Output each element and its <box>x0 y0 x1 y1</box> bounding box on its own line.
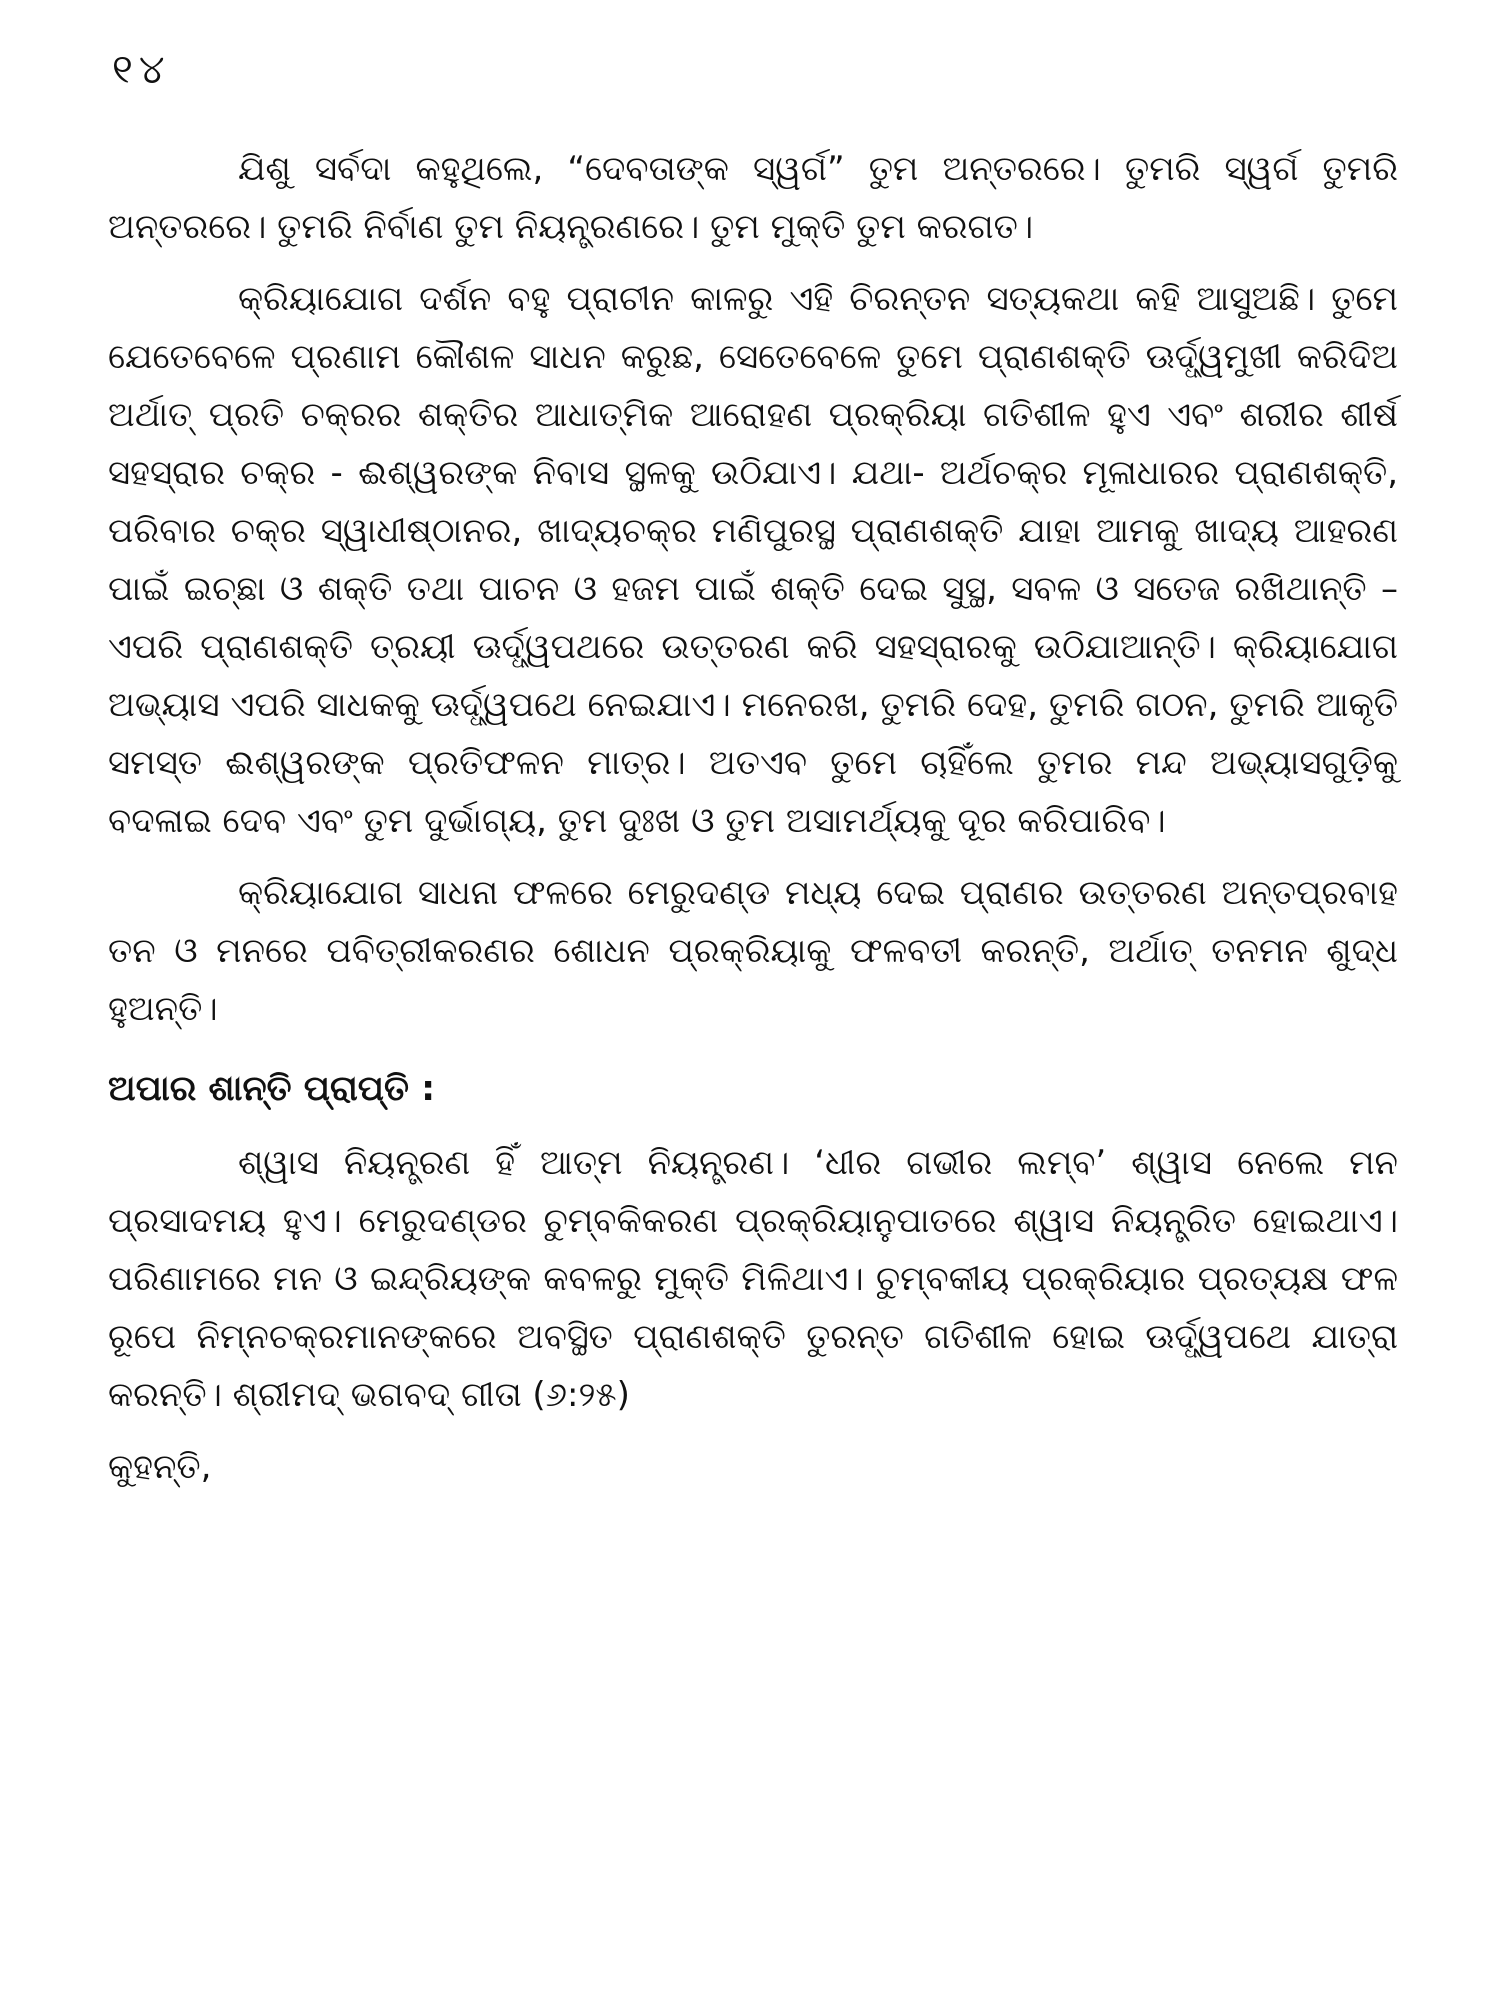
page-number: ୧୪ <box>112 47 171 93</box>
section-heading: ଅପାର ଶାନ୍ତି ପ୍ରାପ୍ତି : <box>108 1069 436 1109</box>
paragraph-2: କ୍ରିୟାଯୋଗ ଦର୍ଶନ ବହୁ ପ୍ରାଚୀନ କାଳରୁ ଏହି ଚିରନ୍ତନ ସତ୍ୟକଥା କହି ଆସୁଅଛି। ତୁମେ ଯେତେବେଳେ ପ୍ରଣାମ କୌଶଳ ସାଧନ କରୁଛ, ସେତେବେଳେ ତୁମେ ପ୍ରାଣଶକ୍ତି ଊର୍ଦ୍ଧ୍ୱମୁଖୀ କରିଦିଅ ଅର୍ଥାତ୍ ପ୍ରତି ଚକ୍ରର ଶକ୍ତିର ଆଧାତ୍ମିକ ଆରୋହଣ ପ୍ରକ୍ରିୟା ଗତିଶୀଳ ହୁଏ ଏବଂ ଶରୀର ଶୀର୍ଷ ସହସ୍ରାର ଚକ୍ର - ଈଶ୍ୱରଙ୍କ ନିବାସ ସ୍ଥଳକୁ ଉଠିଯାଏ। ଯଥା- ଅର୍ଥଚକ୍ର ମୂଳାଧାରର ପ୍ରାଣଶକ୍ତି, ପରିବାର ଚକ୍ର ସ୍ୱାଧୀଷ୍ଠାନର, ଖାଦ୍ୟଚକ୍ର ମଣିପୁରସ୍ଥ ପ୍ରାଣଶକ୍ତି ଯାହା ଆମକୁ ଖାଦ୍ୟ ଆହରଣ ପାଇଁ ଇଚ୍ଛା ଓ ଶକ୍ତି ତଥା ପାଚନ ଓ ହଜମ ପାଇଁ ଶକ୍ତି ଦେଇ ସୁସ୍ଥ, ସବଳ ଓ ସତେଜ ରଖିଥାନ୍ତି – ଏପରି ପ୍ରାଣଶକ୍ତି ତ୍ରୟୀ ଊର୍ଦ୍ଧ୍ୱପଥରେ ଉତ୍ତରଣ କରି ସହସ୍ରାରକୁ ଉଠିଯାଆନ୍ତି। କ୍ରିୟାଯୋଗ ଅଭ୍ୟାସ ଏପରି ସାଧକକୁ ଊର୍ଦ୍ଧ୍ୱପଥେ ନେଇଯାଏ। ମନେରଖ, ତୁମରି ଦେହ, ତୁମରି ଗଠନ, ତୁମରି ଆକୃତି ସମସ୍ତ ଈଶ୍ୱରଙ୍କ ପ୍ରତିଫଳନ ମାତ୍ର। ଅତଏବ ତୁମେ ଚାହିଁଲେ ତୁମର ମନ୍ଦ ଅଭ୍ୟାସଗୁଡ଼ିକୁ ବଦଳାଇ ଦେବ ଏବଂ ତୁମ ଦୁର୍ଭାଗ୍ୟ, ତୁମ ଦୁଃଖ ଓ ତୁମ ଅସାମର୍ଥ୍ୟକୁ ଦୂର କରିପାରିବ। <box>108 279 1398 841</box>
paragraph-3: କ୍ରିୟାଯୋଗ ସାଧନା ଫଳରେ ମେରୁଦଣ୍ଡ ମଧ୍ୟ ଦେଇ ପ୍ରାଣର ଉତ୍ତରଣ ଅନ୍ତପ୍ରବାହ ତନ ଓ ମନରେ ପବିତ୍ରୀକରଣର ଶୋଧନ ପ୍ରକ୍ରିୟାକୁ ଫଳବତୀ କରନ୍ତି, ଅର୍ଥାତ୍ ତନମନ ଶୁଦ୍ଧ ହୁଅନ୍ତି। <box>108 873 1398 1029</box>
paragraph-1: ଯିଶୁ ସର୍ବଦା କହୁଥିଲେ, “ଦେବତାଙ୍କ ସ୍ୱର୍ଗ” ତୁମ ଅନ୍ତରରେ। ତୁମରି ସ୍ୱର୍ଗ ତୁମରି ଅନ୍ତରରେ। ତୁମରି ନିର୍ବାଣ ତୁମ ନିୟନ୍ତ୍ରଣରେ। ତୁମ ମୁକ୍ତି ତୁମ କରଗତ। <box>108 149 1398 247</box>
trailing-line: କୁହନ୍ତି, <box>108 1447 212 1487</box>
section-paragraph: ଶ୍ୱାସ ନିୟନ୍ତ୍ରଣ ହିଁ ଆତ୍ମ ନିୟନ୍ତ୍ରଣ। ‘ଧୀର ଗଭୀର ଲମ୍ବ’ ଶ୍ୱାସ ନେଲେ ମନ ପ୍ରସାଦମୟ ହୁଏ। ମେରୁଦଣ୍ଡର ଚୁମ୍ବକିକରଣ ପ୍ରକ୍ରିୟାନୁପାତରେ ଶ୍ୱାସ ନିୟନ୍ତ୍ରିତ ହୋଇଥାଏ। ପରିଣାମରେ ମନ ଓ ଇନ୍ଦ୍ରିୟଙ୍କ କବଳରୁ ମୁକ୍ତି ମିଳିଥାଏ। ଚୁମ୍ବକୀୟ ପ୍ରକ୍ରିୟାର ପ୍ରତ୍ୟକ୍ଷ ଫଳ ରୂପେ ନିମ୍ନଚକ୍ରମାନଙ୍କରେ ଅବସ୍ଥିତ ପ୍ରାଣଶକ୍ତି ତୁରନ୍ତ ଗତିଶୀଳ ହୋଇ ଊର୍ଦ୍ଧ୍ୱପଥେ ଯାତ୍ରା କରନ୍ତି। ଶ୍ରୀମଦ୍ ଭଗବଦ୍ ଗୀତା (୬:୨୫) <box>108 1143 1399 1415</box>
body-text <box>108 140 1398 1496</box>
